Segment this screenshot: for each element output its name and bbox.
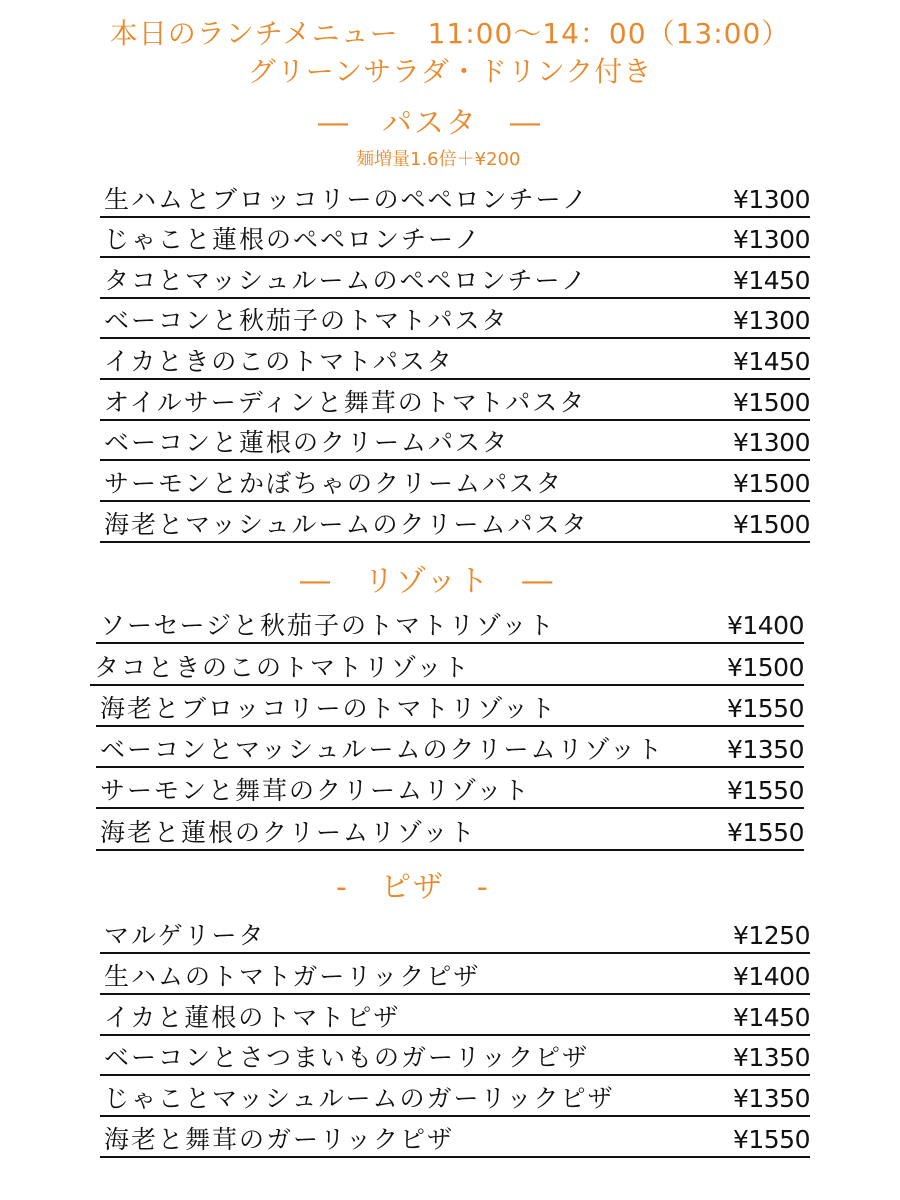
item-underline	[100, 256, 810, 258]
item-underline	[100, 1115, 810, 1117]
menu-heading: 本日のランチメニュー 11:00～14：00（13:00）	[109, 17, 791, 50]
list-item	[100, 385, 810, 423]
list-item	[100, 918, 810, 956]
item-underline	[100, 500, 810, 502]
item-underline	[96, 849, 804, 851]
item-underline	[100, 1034, 810, 1036]
item-price: ¥1500	[726, 653, 804, 682]
list-item	[100, 1122, 810, 1160]
item-name: サーモンとかぼちゃのクリームパスタ	[104, 469, 564, 498]
item-underline	[96, 807, 804, 809]
item-underline	[96, 766, 804, 768]
item-name: マルゲリータ	[104, 921, 266, 950]
item-price: ¥1350	[726, 735, 804, 764]
item-price: ¥1450	[732, 347, 810, 376]
item-price: ¥1400	[726, 611, 804, 640]
item-underline	[96, 642, 804, 644]
item-price: ¥1250	[732, 921, 810, 950]
item-underline	[90, 684, 804, 686]
list-item	[96, 608, 804, 646]
list-item	[96, 773, 804, 811]
item-name: サーモンと舞茸のクリームリゾット	[100, 776, 531, 805]
item-name: ベーコンとさつまいものガーリックピザ	[104, 1043, 590, 1072]
item-name: ソーセージと秋茄子のトマトリゾット	[100, 611, 556, 640]
item-price: ¥1300	[732, 428, 810, 457]
pizza-section-title: - ピザ -	[336, 870, 490, 905]
item-price: ¥1500	[732, 510, 810, 539]
list-item	[100, 425, 810, 463]
item-price: ¥1450	[732, 266, 810, 295]
item-underline	[100, 378, 810, 380]
item-price: ¥1450	[732, 1003, 810, 1032]
item-name: オイルサーディンと舞茸のトマトパスタ	[104, 388, 587, 417]
item-name: ベーコンとマッシュルームのクリームリゾット	[100, 735, 665, 764]
list-item	[90, 650, 804, 688]
item-price: ¥1350	[732, 1043, 810, 1072]
item-name: イカときのこのトマトパスタ	[104, 347, 454, 376]
list-item	[100, 344, 810, 382]
item-name: イカと蓮根のトマトピザ	[104, 1003, 401, 1032]
item-underline	[100, 216, 810, 218]
item-price: ¥1500	[732, 388, 810, 417]
pasta-noodle-note: 麺増量1.6倍＋¥200	[356, 149, 521, 170]
item-underline	[100, 297, 810, 299]
item-name: 海老とブロッコリーのトマトリゾット	[100, 694, 558, 723]
item-name: 海老と蓮根のクリームリゾット	[100, 818, 477, 847]
list-item	[96, 815, 804, 853]
list-item	[100, 1000, 810, 1038]
item-name: 生ハムのトマトガーリックピザ	[104, 962, 481, 991]
item-underline	[100, 419, 810, 421]
pasta-section-title: ― パスタ ―	[318, 106, 542, 141]
item-name: ベーコンと秋茄子のトマトパスタ	[104, 306, 509, 335]
item-underline	[96, 725, 804, 727]
item-price: ¥1300	[732, 185, 810, 214]
list-item	[100, 263, 810, 301]
list-item	[100, 303, 810, 341]
item-name: 海老とマッシュルームのクリームパスタ	[104, 510, 589, 539]
item-underline	[100, 541, 810, 543]
item-name: じゃこと蓮根のペペロンチーノ	[104, 225, 482, 254]
item-price: ¥1550	[726, 776, 804, 805]
list-item	[100, 182, 810, 220]
menu-subheading: グリーンサラダ・ドリンク付き	[247, 55, 653, 88]
item-underline	[100, 459, 810, 461]
list-item	[100, 959, 810, 997]
item-price: ¥1400	[732, 962, 810, 991]
item-underline	[100, 1156, 810, 1158]
item-price: ¥1550	[732, 1125, 810, 1154]
item-name: タコときのこのトマトリゾット	[94, 653, 471, 682]
list-item	[96, 732, 804, 770]
list-item	[100, 222, 810, 260]
item-underline	[100, 1074, 810, 1076]
item-price: ¥1550	[726, 694, 804, 723]
list-item	[100, 507, 810, 545]
item-price: ¥1350	[732, 1084, 810, 1113]
list-item	[100, 1040, 810, 1078]
item-underline	[100, 993, 810, 995]
item-underline	[100, 952, 810, 954]
item-price: ¥1300	[732, 306, 810, 335]
list-item	[100, 1081, 810, 1119]
item-name: ベーコンと蓮根のクリームパスタ	[104, 428, 510, 457]
item-price: ¥1300	[732, 225, 810, 254]
item-price: ¥1500	[732, 469, 810, 498]
item-name: じゃことマッシュルームのガーリックピザ	[104, 1084, 615, 1113]
item-underline	[100, 337, 810, 339]
list-item	[100, 466, 810, 504]
item-name: 生ハムとブロッコリーのペペロンチーノ	[104, 185, 590, 214]
list-item	[96, 691, 804, 729]
item-name: 海老と舞茸のガーリックピザ	[104, 1125, 455, 1154]
risotto-section-title: ― リゾット ―	[300, 564, 555, 599]
item-price: ¥1550	[726, 818, 804, 847]
item-name: タコとマッシュルームのペペロンチーノ	[104, 266, 589, 295]
